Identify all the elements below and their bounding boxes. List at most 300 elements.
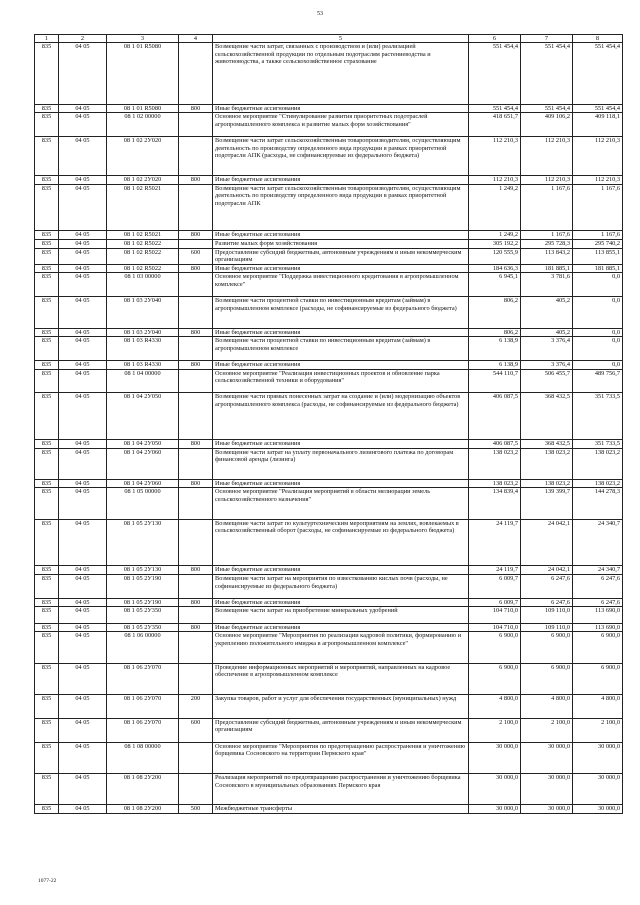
target-article-cell: 08 1 08 00000 — [107, 742, 179, 773]
column-header-2: 2 — [59, 35, 107, 43]
amount-year3-cell: 1 167,6 — [573, 184, 623, 231]
chapter-code-cell: 835 — [35, 575, 59, 599]
table-row — [35, 104, 623, 113]
amount-year2-cell: 295 728,3 — [521, 239, 573, 248]
description-cell: Основное мероприятие "Реализация мероприятий в области мелиорации земель сельскохозяйственного назначения" — [213, 488, 469, 519]
table-row — [35, 632, 623, 663]
description-cell: Возмещение части затрат на мероприятия по известкованию кислых почв (расходы, не софинансируемые из федерального бюджета) — [213, 575, 469, 599]
amount-year1-cell: 6 009,7 — [469, 575, 521, 599]
target-article-cell: 08 1 06 2У070 — [107, 663, 179, 694]
expense-type-cell: 800 — [179, 598, 213, 607]
target-article-cell: 08 1 03 2У040 — [107, 328, 179, 337]
chapter-code-cell: 835 — [35, 113, 59, 137]
section-code-cell: 04 05 — [59, 488, 107, 519]
amount-year1-cell: 4 800,0 — [469, 695, 521, 719]
table-row — [35, 273, 623, 297]
section-code-cell: 04 05 — [59, 575, 107, 599]
description-cell: Иные бюджетные ассигнования — [213, 598, 469, 607]
description-cell: Развитие малых форм хозяйствования — [213, 239, 469, 248]
section-code-cell: 04 05 — [59, 239, 107, 248]
expense-type-cell: 800 — [179, 104, 213, 113]
column-header-1: 1 — [35, 35, 59, 43]
table-row — [35, 479, 623, 488]
amount-year2-cell: 368 432,5 — [521, 393, 573, 440]
description-cell: Основное мероприятие "Мероприятия по предотвращению распространения и уничтожению борщевика Сосновского на территории Пермского края" — [213, 742, 469, 773]
description-cell: Проведение информационных мероприятий и мероприятий, направленных на кадровое обеспечение в агропромышленном комплексе — [213, 663, 469, 694]
amount-year3-cell: 0,0 — [573, 297, 623, 328]
amount-year2-cell: 1 167,6 — [521, 184, 573, 231]
section-code-cell: 04 05 — [59, 360, 107, 369]
amount-year3-cell: 112 210,3 — [573, 176, 623, 185]
table-row — [35, 805, 623, 814]
table-row — [35, 566, 623, 575]
chapter-code-cell: 835 — [35, 607, 59, 623]
chapter-code-cell: 835 — [35, 248, 59, 264]
table-row — [35, 448, 623, 479]
table-row — [35, 607, 623, 623]
amount-year3-cell: 351 733,5 — [573, 393, 623, 440]
amount-year1-cell: 544 110,7 — [469, 369, 521, 393]
table-row — [35, 774, 623, 805]
amount-year1-cell: 6 009,7 — [469, 598, 521, 607]
target-article-cell: 08 1 04 2У050 — [107, 439, 179, 448]
amount-year1-cell: 138 023,2 — [469, 479, 521, 488]
chapter-code-cell: 835 — [35, 718, 59, 742]
chapter-code-cell: 835 — [35, 519, 59, 566]
amount-year2-cell: 3 376,4 — [521, 360, 573, 369]
chapter-code-cell: 835 — [35, 273, 59, 297]
amount-year1-cell: 551 454,4 — [469, 104, 521, 113]
amount-year1-cell: 305 192,2 — [469, 239, 521, 248]
target-article-cell: 08 1 08 2У200 — [107, 774, 179, 805]
amount-year2-cell: 506 455,7 — [521, 369, 573, 393]
amount-year1-cell: 6 138,9 — [469, 360, 521, 369]
footer-code: 1077-22 — [38, 878, 57, 884]
column-header-8: 8 — [573, 35, 623, 43]
amount-year3-cell: 138 023,2 — [573, 448, 623, 479]
amount-year2-cell: 6 247,6 — [521, 575, 573, 599]
section-code-cell: 04 05 — [59, 337, 107, 361]
section-code-cell: 04 05 — [59, 742, 107, 773]
amount-year3-cell: 113 690,0 — [573, 623, 623, 632]
target-article-cell: 08 1 02 R5022 — [107, 239, 179, 248]
amount-year2-cell: 368 432,5 — [521, 439, 573, 448]
expense-type-cell — [179, 448, 213, 479]
description-cell: Возмещение части затрат на уплату первоначального лизингового платежа по договорам финансовой аренды (лизинга) — [213, 448, 469, 479]
chapter-code-cell: 835 — [35, 239, 59, 248]
target-article-cell: 08 1 01 R5080 — [107, 43, 179, 105]
table-row — [35, 575, 623, 599]
amount-year3-cell: 113 690,0 — [573, 607, 623, 623]
section-code-cell: 04 05 — [59, 297, 107, 328]
description-cell: Межбюджетные трансферты — [213, 805, 469, 814]
chapter-code-cell: 835 — [35, 369, 59, 393]
section-code-cell: 04 05 — [59, 328, 107, 337]
expense-type-cell: 800 — [179, 439, 213, 448]
amount-year2-cell: 109 110,0 — [521, 607, 573, 623]
expense-type-cell — [179, 774, 213, 805]
description-cell: Иные бюджетные ассигнования — [213, 479, 469, 488]
target-article-cell: 08 1 02 R5021 — [107, 231, 179, 240]
section-code-cell: 04 05 — [59, 623, 107, 632]
table-row — [35, 393, 623, 440]
column-header-6: 6 — [469, 35, 521, 43]
chapter-code-cell: 835 — [35, 297, 59, 328]
expense-type-cell — [179, 742, 213, 773]
amount-year1-cell: 112 210,3 — [469, 176, 521, 185]
expense-type-cell — [179, 137, 213, 176]
amount-year2-cell: 109 110,0 — [521, 623, 573, 632]
amount-year1-cell: 1 249,2 — [469, 184, 521, 231]
expense-type-cell — [179, 113, 213, 137]
amount-year3-cell: 0,0 — [573, 360, 623, 369]
section-code-cell: 04 05 — [59, 479, 107, 488]
expense-type-cell — [179, 663, 213, 694]
amount-year2-cell: 1 167,6 — [521, 231, 573, 240]
chapter-code-cell: 835 — [35, 184, 59, 231]
table-row — [35, 519, 623, 566]
amount-year2-cell: 405,2 — [521, 297, 573, 328]
chapter-code-cell: 835 — [35, 43, 59, 105]
section-code-cell: 04 05 — [59, 566, 107, 575]
expense-type-cell — [179, 43, 213, 105]
target-article-cell: 08 1 06 2У070 — [107, 718, 179, 742]
chapter-code-cell: 835 — [35, 566, 59, 575]
target-article-cell: 08 1 03 2У040 — [107, 297, 179, 328]
amount-year1-cell: 134 839,4 — [469, 488, 521, 519]
column-header-4: 4 — [179, 35, 213, 43]
expense-type-cell — [179, 273, 213, 297]
description-cell: Иные бюджетные ассигнования — [213, 176, 469, 185]
table-row — [35, 43, 623, 105]
expense-type-cell — [179, 337, 213, 361]
description-cell: Реализация мероприятий по предотвращению распространения и уничтожению борщевика Сосновского в муниципальных образованиях Пермского края — [213, 774, 469, 805]
amount-year2-cell: 551 454,4 — [521, 43, 573, 105]
amount-year3-cell: 6 247,6 — [573, 575, 623, 599]
target-article-cell: 08 1 03 00000 — [107, 273, 179, 297]
section-code-cell: 04 05 — [59, 273, 107, 297]
target-article-cell: 08 1 05 2У350 — [107, 623, 179, 632]
amount-year1-cell: 104 710,0 — [469, 607, 521, 623]
description-cell: Основное мероприятие "Поддержка инвестиционного кредитования в агропромышленном комплексе" — [213, 273, 469, 297]
expense-type-cell — [179, 184, 213, 231]
section-code-cell: 04 05 — [59, 805, 107, 814]
chapter-code-cell: 835 — [35, 623, 59, 632]
description-cell: Закупка товаров, работ и услуг для обеспечения государственных (муниципальных) нужд — [213, 695, 469, 719]
description-cell: Предоставление субсидий бюджетным, автономным учреждениям и иным некоммерческим организациям — [213, 248, 469, 264]
amount-year3-cell: 24 340,7 — [573, 566, 623, 575]
amount-year2-cell: 139 399,7 — [521, 488, 573, 519]
description-cell: Возмещение части процентной ставки по инвестиционным кредитам (займам) в агропромышленном комплексе (расходы, не софинансируемые из федерального бюджета) — [213, 297, 469, 328]
description-cell: Основное мероприятие "Стимулирование развития приоритетных подотраслей агропромышленного комплекса и развитие малых форм хозяйствования" — [213, 113, 469, 137]
amount-year2-cell: 2 100,0 — [521, 718, 573, 742]
amount-year1-cell: 406 087,5 — [469, 439, 521, 448]
section-code-cell: 04 05 — [59, 137, 107, 176]
description-cell: Иные бюджетные ассигнования — [213, 360, 469, 369]
target-article-cell: 08 1 04 2У060 — [107, 479, 179, 488]
section-code-cell: 04 05 — [59, 632, 107, 663]
description-cell: Основное мероприятие "Мероприятия по реализации кадровой политики, формированию и укреплению положительного имиджа в агропромышленном комплексе" — [213, 632, 469, 663]
description-cell: Возмещение части затрат по культуртехническим мероприятиям на землях, вовлекаемых в сельскохозяйственный оборот (расходы, не софинансируемые из федерального бюджета) — [213, 519, 469, 566]
table-row — [35, 663, 623, 694]
amount-year3-cell: 409 118,1 — [573, 113, 623, 137]
amount-year2-cell: 6 900,0 — [521, 663, 573, 694]
target-article-cell: 08 1 01 R5080 — [107, 104, 179, 113]
amount-year3-cell: 1 167,6 — [573, 231, 623, 240]
expense-type-cell — [179, 575, 213, 599]
section-code-cell: 04 05 — [59, 695, 107, 719]
section-code-cell: 04 05 — [59, 607, 107, 623]
amount-year2-cell: 551 454,4 — [521, 104, 573, 113]
table-row — [35, 718, 623, 742]
amount-year3-cell: 489 756,7 — [573, 369, 623, 393]
section-code-cell: 04 05 — [59, 369, 107, 393]
section-code-cell: 04 05 — [59, 176, 107, 185]
amount-year3-cell: 181 885,1 — [573, 264, 623, 273]
description-cell: Возмещение части затрат на приобретение минеральных удобрений — [213, 607, 469, 623]
expense-type-cell: 800 — [179, 479, 213, 488]
section-code-cell: 04 05 — [59, 774, 107, 805]
expense-type-cell: 600 — [179, 718, 213, 742]
description-cell: Возмещение части затрат, связанных с производством и (или) реализацией сельскохозяйственной продукции по отдельным подотраслям растениеводства и животноводства, а также сельскохозяйственное страхование — [213, 43, 469, 105]
expense-type-cell: 800 — [179, 231, 213, 240]
amount-year2-cell: 181 885,1 — [521, 264, 573, 273]
expense-type-cell: 800 — [179, 176, 213, 185]
target-article-cell: 08 1 04 2У050 — [107, 393, 179, 440]
chapter-code-cell: 835 — [35, 632, 59, 663]
amount-year3-cell: 0,0 — [573, 328, 623, 337]
target-article-cell: 08 1 06 2У070 — [107, 695, 179, 719]
amount-year3-cell: 30 000,0 — [573, 805, 623, 814]
amount-year3-cell: 4 800,0 — [573, 695, 623, 719]
chapter-code-cell: 835 — [35, 104, 59, 113]
amount-year1-cell: 138 023,2 — [469, 448, 521, 479]
chapter-code-cell: 835 — [35, 448, 59, 479]
amount-year3-cell: 112 210,3 — [573, 137, 623, 176]
amount-year1-cell: 104 710,0 — [469, 623, 521, 632]
amount-year3-cell: 0,0 — [573, 273, 623, 297]
amount-year3-cell: 295 740,2 — [573, 239, 623, 248]
expense-type-cell — [179, 393, 213, 440]
target-article-cell: 08 1 03 R4330 — [107, 360, 179, 369]
expense-type-cell: 800 — [179, 264, 213, 273]
amount-year3-cell: 2 100,0 — [573, 718, 623, 742]
table-row — [35, 248, 623, 264]
description-cell: Иные бюджетные ассигнования — [213, 439, 469, 448]
target-article-cell: 08 1 04 2У060 — [107, 448, 179, 479]
target-article-cell: 08 1 05 2У130 — [107, 566, 179, 575]
amount-year1-cell: 120 555,9 — [469, 248, 521, 264]
expense-type-cell: 800 — [179, 566, 213, 575]
chapter-code-cell: 835 — [35, 479, 59, 488]
target-article-cell: 08 1 05 2У130 — [107, 519, 179, 566]
target-article-cell: 08 1 02 00000 — [107, 113, 179, 137]
table-row — [35, 184, 623, 231]
table-row — [35, 695, 623, 719]
table-row — [35, 176, 623, 185]
chapter-code-cell: 835 — [35, 663, 59, 694]
chapter-code-cell: 835 — [35, 598, 59, 607]
table-row — [35, 328, 623, 337]
chapter-code-cell: 835 — [35, 393, 59, 440]
chapter-code-cell: 835 — [35, 231, 59, 240]
description-cell: Возмещение части процентной ставки по инвестиционным кредитам (займам) в агропромышленном комплексе — [213, 337, 469, 361]
section-code-cell: 04 05 — [59, 264, 107, 273]
target-article-cell: 08 1 06 00000 — [107, 632, 179, 663]
description-cell: Иные бюджетные ассигнования — [213, 566, 469, 575]
section-code-cell: 04 05 — [59, 448, 107, 479]
table-row — [35, 360, 623, 369]
amount-year2-cell: 405,2 — [521, 328, 573, 337]
amount-year2-cell: 6 900,0 — [521, 632, 573, 663]
table-row — [35, 239, 623, 248]
amount-year1-cell: 184 636,3 — [469, 264, 521, 273]
amount-year2-cell: 6 247,6 — [521, 598, 573, 607]
table-row — [35, 439, 623, 448]
section-code-cell: 04 05 — [59, 718, 107, 742]
description-cell: Основное мероприятие "Реализация инвестиционных проектов и обновление парка сельскохозяйственной техники и оборудования" — [213, 369, 469, 393]
table-row — [35, 488, 623, 519]
chapter-code-cell: 835 — [35, 328, 59, 337]
target-article-cell: 08 1 03 R4330 — [107, 337, 179, 361]
table-row — [35, 264, 623, 273]
chapter-code-cell: 835 — [35, 264, 59, 273]
amount-year1-cell: 1 249,2 — [469, 231, 521, 240]
page-number: 53 — [317, 11, 323, 17]
amount-year2-cell: 30 000,0 — [521, 805, 573, 814]
amount-year2-cell: 3 376,4 — [521, 337, 573, 361]
description-cell: Возмещение части затрат сельскохозяйственным товаропроизводителям, осуществляющим деятельность по производству определенного вида продукции в рамках приоритетной подотрасли АПК — [213, 184, 469, 231]
expense-type-cell: 800 — [179, 328, 213, 337]
table-row — [35, 113, 623, 137]
section-code-cell: 04 05 — [59, 519, 107, 566]
amount-year3-cell: 24 340,7 — [573, 519, 623, 566]
target-article-cell: 08 1 08 2У200 — [107, 805, 179, 814]
column-header-5: 5 — [213, 35, 469, 43]
amount-year2-cell: 30 000,0 — [521, 774, 573, 805]
target-article-cell: 08 1 05 00000 — [107, 488, 179, 519]
target-article-cell: 08 1 04 00000 — [107, 369, 179, 393]
amount-year2-cell: 138 023,2 — [521, 448, 573, 479]
description-cell: Иные бюджетные ассигнования — [213, 623, 469, 632]
column-header-7: 7 — [521, 35, 573, 43]
amount-year3-cell: 6 900,0 — [573, 663, 623, 694]
amount-year2-cell: 4 800,0 — [521, 695, 573, 719]
table-row — [35, 231, 623, 240]
expense-type-cell: 800 — [179, 360, 213, 369]
expense-type-cell: 800 — [179, 623, 213, 632]
table-row — [35, 337, 623, 361]
chapter-code-cell: 835 — [35, 488, 59, 519]
amount-year3-cell: 30 000,0 — [573, 774, 623, 805]
amount-year3-cell: 551 454,4 — [573, 104, 623, 113]
amount-year3-cell: 6 247,6 — [573, 598, 623, 607]
table-row — [35, 598, 623, 607]
section-code-cell: 04 05 — [59, 439, 107, 448]
amount-year2-cell: 30 000,0 — [521, 742, 573, 773]
section-code-cell: 04 05 — [59, 43, 107, 105]
table-row — [35, 137, 623, 176]
chapter-code-cell: 835 — [35, 695, 59, 719]
amount-year1-cell: 6 138,9 — [469, 337, 521, 361]
amount-year2-cell: 24 042,1 — [521, 519, 573, 566]
budget-table — [34, 34, 623, 814]
table-row — [35, 297, 623, 328]
amount-year2-cell: 409 106,2 — [521, 113, 573, 137]
header-row — [35, 35, 623, 43]
chapter-code-cell: 835 — [35, 176, 59, 185]
amount-year2-cell: 113 843,2 — [521, 248, 573, 264]
expense-type-cell — [179, 488, 213, 519]
amount-year1-cell: 30 000,0 — [469, 742, 521, 773]
amount-year3-cell: 351 733,5 — [573, 439, 623, 448]
section-code-cell: 04 05 — [59, 598, 107, 607]
amount-year1-cell: 6 900,0 — [469, 663, 521, 694]
target-article-cell: 08 1 05 2У190 — [107, 598, 179, 607]
chapter-code-cell: 835 — [35, 137, 59, 176]
section-code-cell: 04 05 — [59, 248, 107, 264]
amount-year2-cell: 138 023,2 — [521, 479, 573, 488]
amount-year2-cell: 24 042,1 — [521, 566, 573, 575]
target-article-cell: 08 1 02 R5022 — [107, 264, 179, 273]
amount-year3-cell: 30 000,0 — [573, 742, 623, 773]
amount-year1-cell: 806,2 — [469, 328, 521, 337]
table-row — [35, 742, 623, 773]
description-cell: Иные бюджетные ассигнования — [213, 104, 469, 113]
expense-type-cell — [179, 607, 213, 623]
description-cell: Иные бюджетные ассигнования — [213, 231, 469, 240]
amount-year3-cell: 138 023,2 — [573, 479, 623, 488]
description-cell: Возмещение части затрат сельскохозяйственным товаропроизводителям, осуществляющим деятельность по производству определенного вида продукции в рамках приоритетной подотрасли АПК (расходы, не софинансируемые из федерального бюджета) — [213, 137, 469, 176]
section-code-cell: 04 05 — [59, 663, 107, 694]
amount-year1-cell: 406 087,5 — [469, 393, 521, 440]
amount-year1-cell: 806,2 — [469, 297, 521, 328]
expense-type-cell — [179, 297, 213, 328]
table-row — [35, 369, 623, 393]
amount-year1-cell: 2 100,0 — [469, 718, 521, 742]
amount-year1-cell: 24 119,7 — [469, 566, 521, 575]
target-article-cell: 08 1 02 2У020 — [107, 137, 179, 176]
description-cell: Иные бюджетные ассигнования — [213, 264, 469, 273]
amount-year3-cell: 0,0 — [573, 337, 623, 361]
amount-year2-cell: 112 210,3 — [521, 176, 573, 185]
description-cell: Возмещение части прямых понесенных затрат на создание и (или) модернизацию объектов агропромышленного комплекса (расходы, не софинансируемые из федерального бюджета) — [213, 393, 469, 440]
description-cell: Иные бюджетные ассигнования — [213, 328, 469, 337]
target-article-cell: 08 1 02 R5022 — [107, 248, 179, 264]
amount-year1-cell: 24 119,7 — [469, 519, 521, 566]
amount-year1-cell: 112 210,3 — [469, 137, 521, 176]
amount-year3-cell: 6 900,0 — [573, 632, 623, 663]
amount-year1-cell: 551 454,4 — [469, 43, 521, 105]
target-article-cell: 08 1 05 2У190 — [107, 575, 179, 599]
amount-year3-cell: 551 454,4 — [573, 43, 623, 105]
expense-type-cell: 200 — [179, 695, 213, 719]
section-code-cell: 04 05 — [59, 231, 107, 240]
section-code-cell: 04 05 — [59, 184, 107, 231]
chapter-code-cell: 835 — [35, 360, 59, 369]
amount-year1-cell: 418 651,7 — [469, 113, 521, 137]
expense-type-cell: 500 — [179, 805, 213, 814]
section-code-cell: 04 05 — [59, 104, 107, 113]
amount-year2-cell: 3 781,6 — [521, 273, 573, 297]
column-header-3: 3 — [107, 35, 179, 43]
expense-type-cell — [179, 239, 213, 248]
amount-year3-cell: 113 855,1 — [573, 248, 623, 264]
expense-type-cell — [179, 632, 213, 663]
target-article-cell: 08 1 02 2У020 — [107, 176, 179, 185]
chapter-code-cell: 835 — [35, 742, 59, 773]
amount-year1-cell: 30 000,0 — [469, 805, 521, 814]
